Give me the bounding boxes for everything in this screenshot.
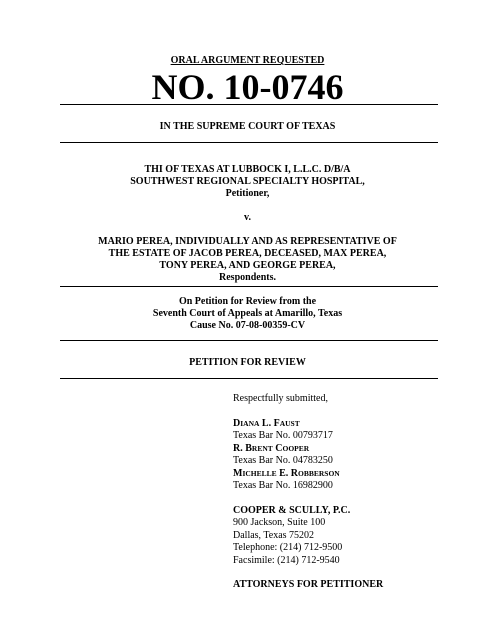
respondents-line-1: MARIO PEREA, INDIVIDUALLY AND AS REPRESENTATIVE OF <box>98 236 397 247</box>
title-rule <box>60 378 438 379</box>
firm-address-1: 900 Jackson, Suite 100 <box>233 517 326 528</box>
document-title: PETITION FOR REVIEW <box>189 357 306 368</box>
firm-address-2: Dallas, Texas 75202 <box>233 529 315 541</box>
respondents-line-2: THE ESTATE OF JACOB PEREA, DECEASED, MAX PEREA, <box>108 248 387 259</box>
top-rule <box>60 104 438 105</box>
petitioner-line-1: THI OF TEXAS AT LUBBOCK I, L.L.C. D/B/A <box>144 164 351 175</box>
respondents-role: Respondents. <box>219 272 276 283</box>
cause-number: Cause No. 07-08-00359-CV <box>189 320 306 331</box>
case-number: NO. 10-0746 <box>151 67 344 107</box>
versus: v. <box>244 212 251 223</box>
court-name: IN THE SUPREME COURT OF TEXAS <box>159 121 336 132</box>
attorney-name: R. BRENT COOPER <box>233 442 310 454</box>
attorney-bar-number: Texas Bar No. 00793717 <box>233 430 333 441</box>
attorney-bar-number: Texas Bar No. 04783250 <box>233 455 333 466</box>
petitioner-line-2: SOUTHWEST REGIONAL SPECIALTY HOSPITAL, <box>130 176 365 187</box>
petitioner-role: Petitioner, <box>225 188 270 199</box>
oral-argument-requested: ORAL ARGUMENT REQUESTED <box>170 55 325 66</box>
review-rule <box>60 340 438 341</box>
court-rule <box>60 142 438 143</box>
respondents-line-3: TONY PEREA, AND GEORGE PEREA, <box>159 260 336 271</box>
firm-name: COOPER & SCULLY, P.C. <box>233 504 351 516</box>
parties-rule <box>60 286 438 287</box>
firm-telephone: Telephone: (214) 712-9500 <box>233 542 343 553</box>
attorney-name: MICHELLE E. ROBBERSON <box>233 467 340 479</box>
attorney-name: DIANA L. FAUST <box>233 417 300 429</box>
firm-facsimile: Facsimile: (214) 712-9540 <box>233 554 340 566</box>
review-source-line-2: Seventh Court of Appeals at Amarillo, Texas <box>152 308 343 319</box>
review-source-line-1: On Petition for Review from the <box>178 296 317 307</box>
attorney-bar-number: Texas Bar No. 16982900 <box>233 480 333 491</box>
respectfully-submitted: Respectfully submitted, <box>233 393 328 404</box>
signature-block <box>233 393 473 592</box>
attorneys-for-petitioner: ATTORNEYS FOR PETITIONER <box>233 579 384 590</box>
